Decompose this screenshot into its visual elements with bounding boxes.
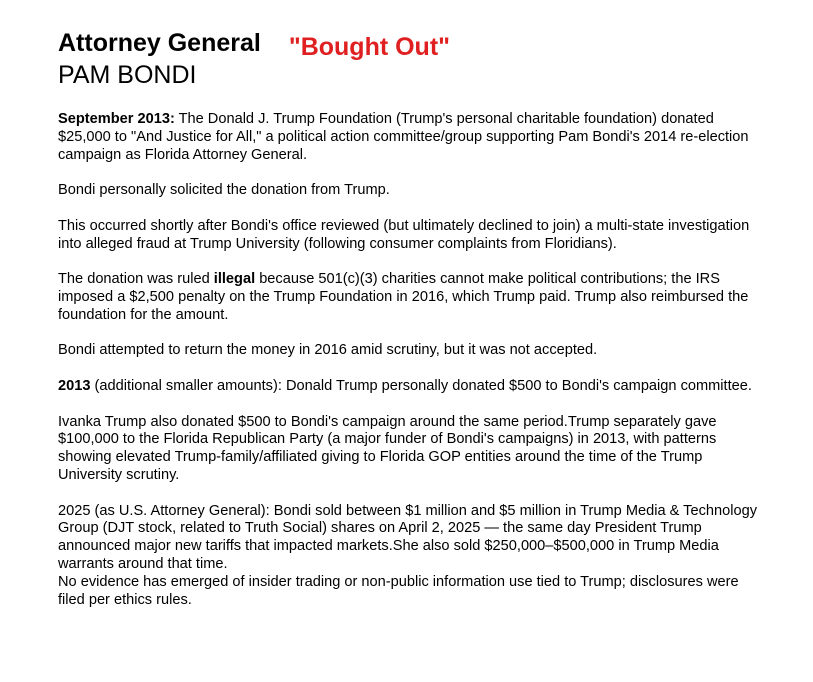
paragraph-text: The Donald J. Trump Foundation (Trump's personal charitable foundation) donated $25,000 to "And Justice for All," a political action committee/group supporting Pam Bondi's 2014 re-election campaign as Florida Attorney General. — [58, 111, 749, 163]
document-body — [58, 111, 758, 609]
paragraph-no-evidence: No evidence has emerged of insider trading or non-public information use tied to Trump; disclosures were filed per ethics rules. — [58, 573, 739, 608]
paragraph-text: because 501(c)(3) charities cannot make political contributions; the IRS imposed a $2,500 penalty on the Trump Foundation in 2016, which Trump paid. Trump also reimbursed the foundation for the amount. — [58, 271, 749, 323]
paragraph-lead: September 2013: — [58, 111, 175, 127]
tagline: "Bought Out" — [288, 33, 451, 61]
page-subtitle: PAM BONDI — [58, 61, 197, 89]
paragraph-illegal-donation — [58, 271, 758, 324]
paragraph-text: The donation was ruled — [58, 271, 214, 288]
paragraph-lead: 2013 — [58, 377, 91, 394]
paragraph-ivanka-donation: Ivanka Trump also donated $500 to Bondi's campaign around the same period.Trump separately gave $100,000 to the Florida Republican Party (a major funder of Bondi's campaigns) in 2013, with patterns showing elevated Trump-family/affiliated giving to Florida GOP entities around the time of the Trump University scrutiny. — [58, 413, 717, 483]
paragraph-return-attempt: Bondi attempted to return the money in 2016 amid scrutiny, but it was not accepted. — [58, 342, 598, 359]
paragraph-trump-university: This occurred shortly after Bondi's office reviewed (but ultimately declined to join) a multi-state investigation into alleged fraud at Trump University (following consumer complaints from Floridians). — [58, 217, 750, 252]
paragraph-emphasis: illegal — [213, 271, 256, 288]
page-title: Attorney General — [58, 29, 261, 57]
paragraph-2013-smaller-amounts — [58, 378, 758, 396]
title-row — [58, 28, 451, 61]
paragraph-text: (additional smaller amounts): Donald Trump personally donated $500 to Bondi's campaign committee. — [90, 377, 752, 394]
paragraph-2025-stock-sale: 2025 (as U.S. Attorney General): Bondi sold between $1 million and $5 million in Trump Media & Technology Group (DJT stock, related to Truth Social) shares on April 2, 2025 — the same day President Trump announced major new tariffs that impacted markets.She also sold $250,000–$500,000 in Trump Media warrants around that time. — [58, 502, 757, 572]
paragraph-september-2013 — [58, 111, 758, 164]
paragraph-solicited: Bondi personally solicited the donation from Trump. — [58, 182, 390, 199]
document-header — [58, 28, 450, 90]
